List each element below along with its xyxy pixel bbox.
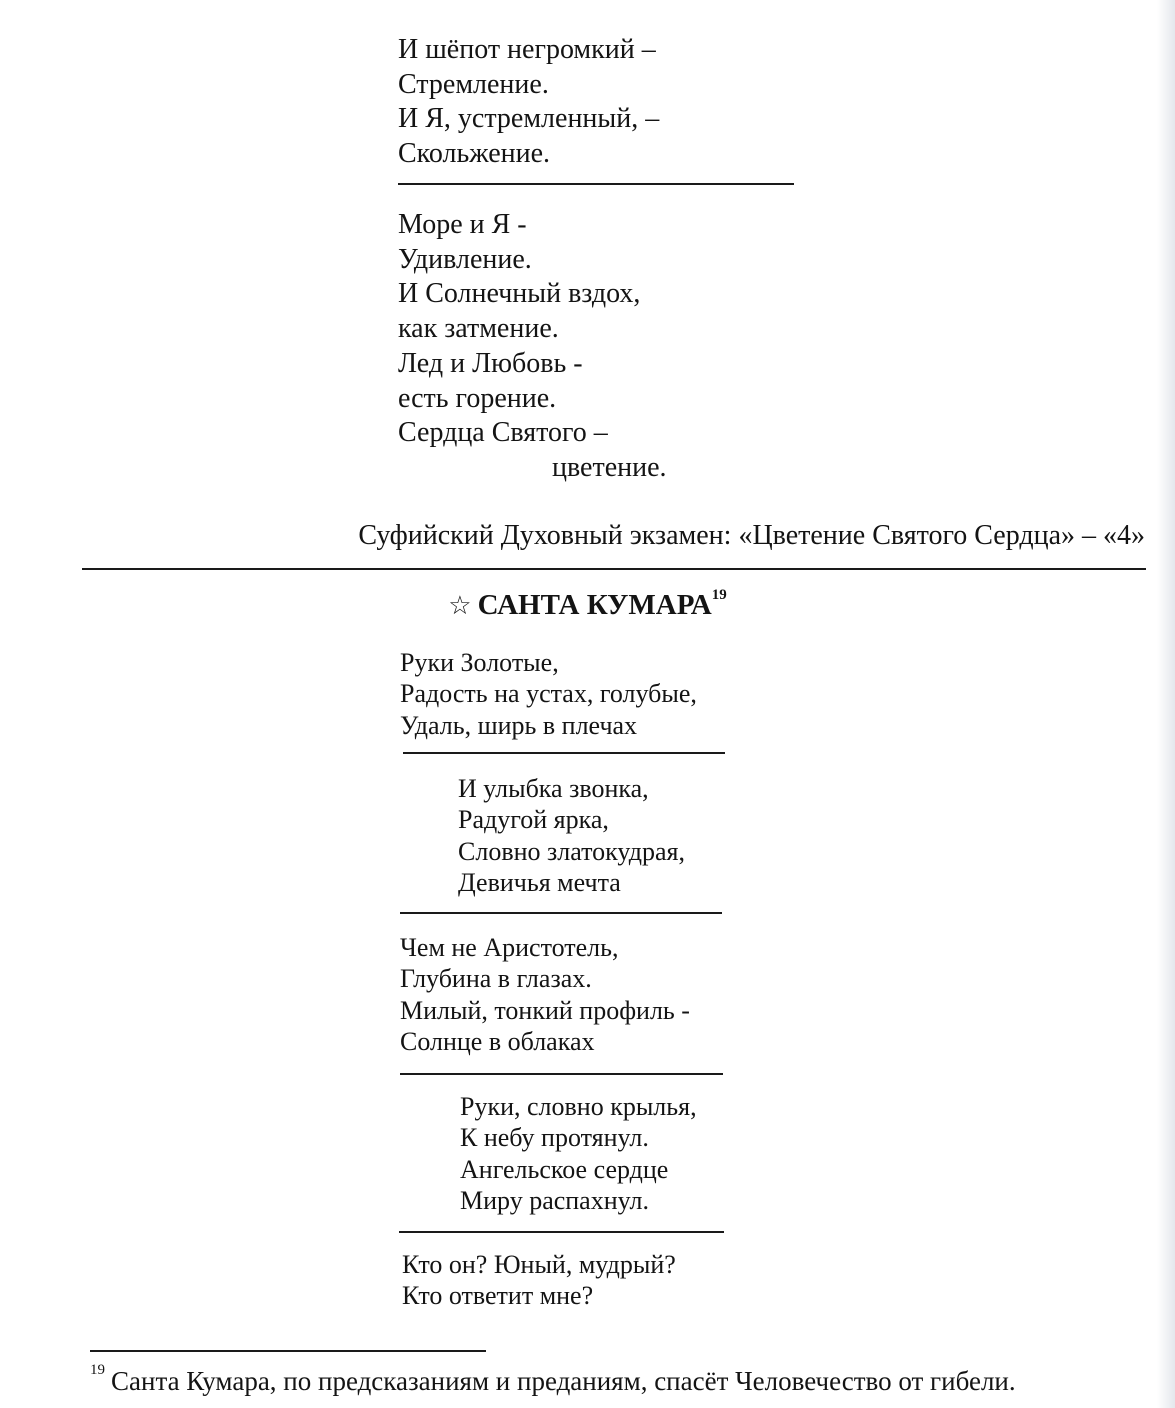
stanza-divider	[403, 752, 725, 754]
poem-line: Кто он? Юный, мудрый?	[402, 1250, 676, 1279]
poem-line: Море и Я -	[398, 209, 527, 240]
poem-line: И улыбка звонка,	[458, 774, 649, 803]
poem-stanza-a	[398, 33, 659, 172]
stanza-divider	[400, 1073, 723, 1075]
footnote-separator	[90, 1350, 486, 1352]
poem-line: как затмение.	[398, 313, 559, 345]
footnote-number: 19	[90, 1362, 105, 1378]
stanza-divider	[398, 183, 794, 185]
poem-line: Ангельское сердце	[460, 1154, 669, 1184]
stanza-divider	[399, 1231, 724, 1233]
footnote-text: Санта Кумара, по предсказаниям и преданиям, спасёт Человечество от гибели.	[111, 1366, 1016, 1396]
poem-stanza-2	[458, 773, 685, 898]
footnote	[90, 1362, 1016, 1397]
poem-line: И Я, устремленный, –	[398, 103, 660, 135]
poem-line: Радугой ярка,	[458, 805, 609, 835]
poem-line: Девичья мечта	[458, 867, 621, 897]
poem-line: Кто ответит мне?	[402, 1281, 594, 1311]
poem-line: есть горение.	[398, 382, 557, 414]
poem-line: Скольжение.	[398, 138, 551, 170]
exam-signature: Суфийский Духовный экзамен: «Цветение Святого Сердца» – «4»	[358, 520, 1145, 551]
poem-stanza-5	[402, 1249, 676, 1312]
star-icon: ☆	[448, 591, 472, 621]
footnote-reference: 19	[711, 587, 727, 603]
poem-line: И шёпот негромкий –	[398, 34, 656, 65]
poem-line: Сердца Святого –	[398, 417, 608, 449]
poem-line: цветение.	[552, 451, 667, 483]
poem-title	[0, 589, 1175, 622]
poem-line: Руки Золотые,	[400, 648, 559, 677]
poem-title-text: САНТА КУМАРА	[477, 589, 712, 621]
poem-stanza-4	[460, 1091, 697, 1216]
poem-line: Лед и Любовь -	[398, 347, 583, 379]
poem-stanza-1	[400, 647, 697, 741]
poem-line: Стремление.	[398, 68, 549, 100]
poem-line: К небу протянул.	[460, 1123, 649, 1153]
poem-line: Удаль, ширь в плечах	[400, 710, 638, 740]
poem-stanza-b	[398, 208, 667, 486]
poem-line: Солнце в облаках	[400, 1026, 595, 1056]
poem-stanza-3	[400, 932, 690, 1057]
stanza-divider	[400, 912, 722, 914]
poem-line: Удивление.	[398, 243, 532, 275]
poem-line: Чем не Аристотель,	[400, 933, 619, 962]
page-edge-shadow	[1157, 0, 1175, 1408]
section-divider	[82, 568, 1146, 570]
poem-line: Словно златокудрая,	[458, 836, 685, 866]
poem-line: И Солнечный вздох,	[398, 278, 641, 310]
poem-line: Милый, тонкий профиль -	[400, 995, 690, 1025]
poem-line: Руки, словно крылья,	[460, 1092, 697, 1121]
poem-line: Глубина в глазах.	[400, 964, 592, 994]
poem-line: Радость на устах, голубые,	[400, 679, 697, 709]
poem-line: Миру распахнул.	[460, 1185, 649, 1215]
